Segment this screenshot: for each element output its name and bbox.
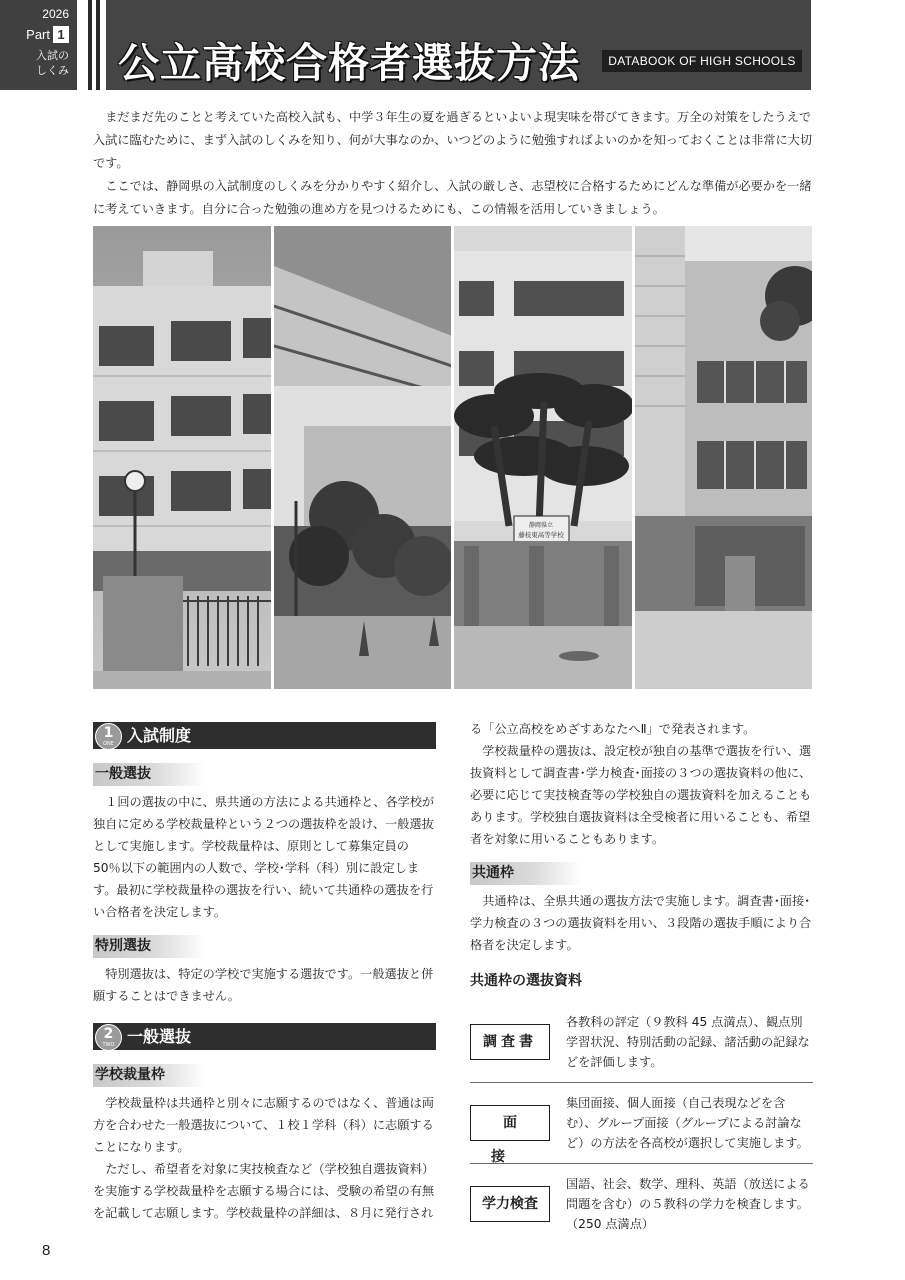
material-row [470, 1083, 813, 1164]
subheading-general-selection: 一般選抜 [93, 763, 205, 786]
part-description: 入試の しくみ [36, 49, 69, 77]
part-box [0, 0, 77, 90]
material-description: 各教科の評定（９教科 45 点満点）、観点別学習状況、特別活動の記録、諸活動の記録などを評価します。 [566, 1015, 810, 1069]
part-number: 1 [53, 26, 69, 43]
header-stripe [88, 0, 92, 90]
school-sign-text: 静岡県立 [528, 522, 554, 529]
paragraph: 学校裁量枠の選抜は、設定校が独自の基準で選抜を行い、選抜資料として調査書･学力検査･面接の３つの選抜資料の他に、必要に応じて実技検査等の学校独自の選抜資料を加えることもあります。学校独自選抜資料は全受検者に用いることも、希望者を対象に用いることもあります。 [470, 744, 812, 846]
paragraph: 共通枠は、全県共通の選抜方法で実施します。調査書･面接･学力検査の３つの選抜資料を用い、３段階の選抜手順により合格者を決定します。 [470, 894, 812, 952]
section-1-title: 入試制度 [127, 726, 192, 745]
section-1-header [93, 722, 436, 749]
right-column [470, 718, 813, 1244]
intro-paragraph: まだまだ先のことと考えていた高校入試も、中学３年生の夏を過ぎるといよいよ現実味を帯びてきます。万全の対策をしたうえで入試に臨むために、まず入試のしくみを知り、何が大事なのか、いつどのように勉強すればよいのかを知っておくことは非常に大切です。 [93, 110, 813, 170]
material-row [470, 1164, 813, 1244]
material-label-academic-test: 学力検査 [470, 1186, 550, 1222]
school-photo-2 [274, 226, 452, 689]
section-number: 2 [103, 1026, 114, 1042]
subheading-selection-materials: 共通枠の選抜資料 [470, 973, 582, 989]
page-title: 公立高校合格者選抜方法 [118, 39, 580, 87]
material-row [470, 1002, 813, 1083]
part-label: Part [26, 27, 50, 42]
section-2-number-badge [95, 1024, 122, 1051]
subheading-common-frame: 共通枠 [470, 862, 582, 885]
paragraph: 学校裁量枠は共通枠と別々に志願するのではなく、普通は両方を合わせた一般選抜について、１校１学科（科）に志願することになります。 [93, 1096, 435, 1154]
selection-materials-table [470, 1002, 813, 1244]
material-label-report: 調査書 [470, 1024, 550, 1060]
material-description: 集団面接、個人面接（自己表現などを含む）、グループ面接（グループによる討論など）の方法を各高校が選択して実施します。 [566, 1096, 809, 1150]
section-number: 1 [103, 725, 114, 741]
material-label-interview: 面接 [470, 1105, 550, 1141]
subheading-school-discretion: 学校裁量枠 [93, 1064, 205, 1087]
left-column [93, 722, 436, 1224]
part-year: 2026 [42, 7, 69, 21]
subheading-special-selection: 特別選抜 [93, 935, 205, 958]
part-row [26, 26, 69, 43]
school-photo-strip [93, 226, 812, 689]
section-number-en: ONE [103, 741, 114, 747]
svg-text:藤枝東高等学校: 藤枝東高等学校 [518, 531, 564, 539]
school-photo-1 [93, 226, 271, 689]
intro [93, 106, 813, 221]
paragraph: １回の選抜の中に、県共通の方法による共通枠と、各学校が独自に定める学校裁量枠という２つの選抜枠を設け、一般選抜として実施します。学校裁量枠は、原則として募集定員の50％以下の範囲内の人数で、学校･学科（科）別に設定します。最初に学校裁量枠の選抜を行い、続いて共通枠の選抜を行い合格者を決定します。 [93, 795, 435, 919]
section-2-header [93, 1023, 436, 1050]
paragraph-continued: る「公立高校をめざすあなたへⅡ」で発表されます。 [470, 722, 756, 736]
school-photo-4 [635, 226, 813, 689]
title-bar [106, 0, 811, 90]
header-stripe [96, 0, 100, 90]
paragraph: 特別選抜は、特定の学校で実施する選抜です。一般選抜と併願することはできません。 [93, 967, 434, 1003]
section-number-en: TWO [102, 1042, 115, 1048]
school-photo-3 [454, 226, 632, 689]
page-number: 8 [42, 1242, 51, 1259]
paragraph: ただし、希望者を対象に実技検査など（学校独自選抜資料）を実施する学校裁量枠を志願する場合には、受験の希望の有無を記載して志願します。学校裁量枠の詳細は、８月に発行され [93, 1162, 435, 1220]
page-subtitle: DATABOOK OF HIGH SCHOOLS [602, 50, 802, 72]
intro-paragraph: ここでは、静岡県の入試制度のしくみを分かりやすく紹介し、入試の厳しさ、志望校に合格するためにどんな準備が必要かを一緒に考えていきます。自分に合った勉強の進め方を見つけるためにも、この情報を活用していきましょう。 [93, 179, 812, 216]
material-description: 国語、社会、数学、理科、英語（放送による問題を含む）の５教科の学力を検査します。（250 点満点） [566, 1177, 810, 1231]
section-1-number-badge [95, 723, 122, 750]
section-2-title: 一般選抜 [127, 1027, 192, 1046]
